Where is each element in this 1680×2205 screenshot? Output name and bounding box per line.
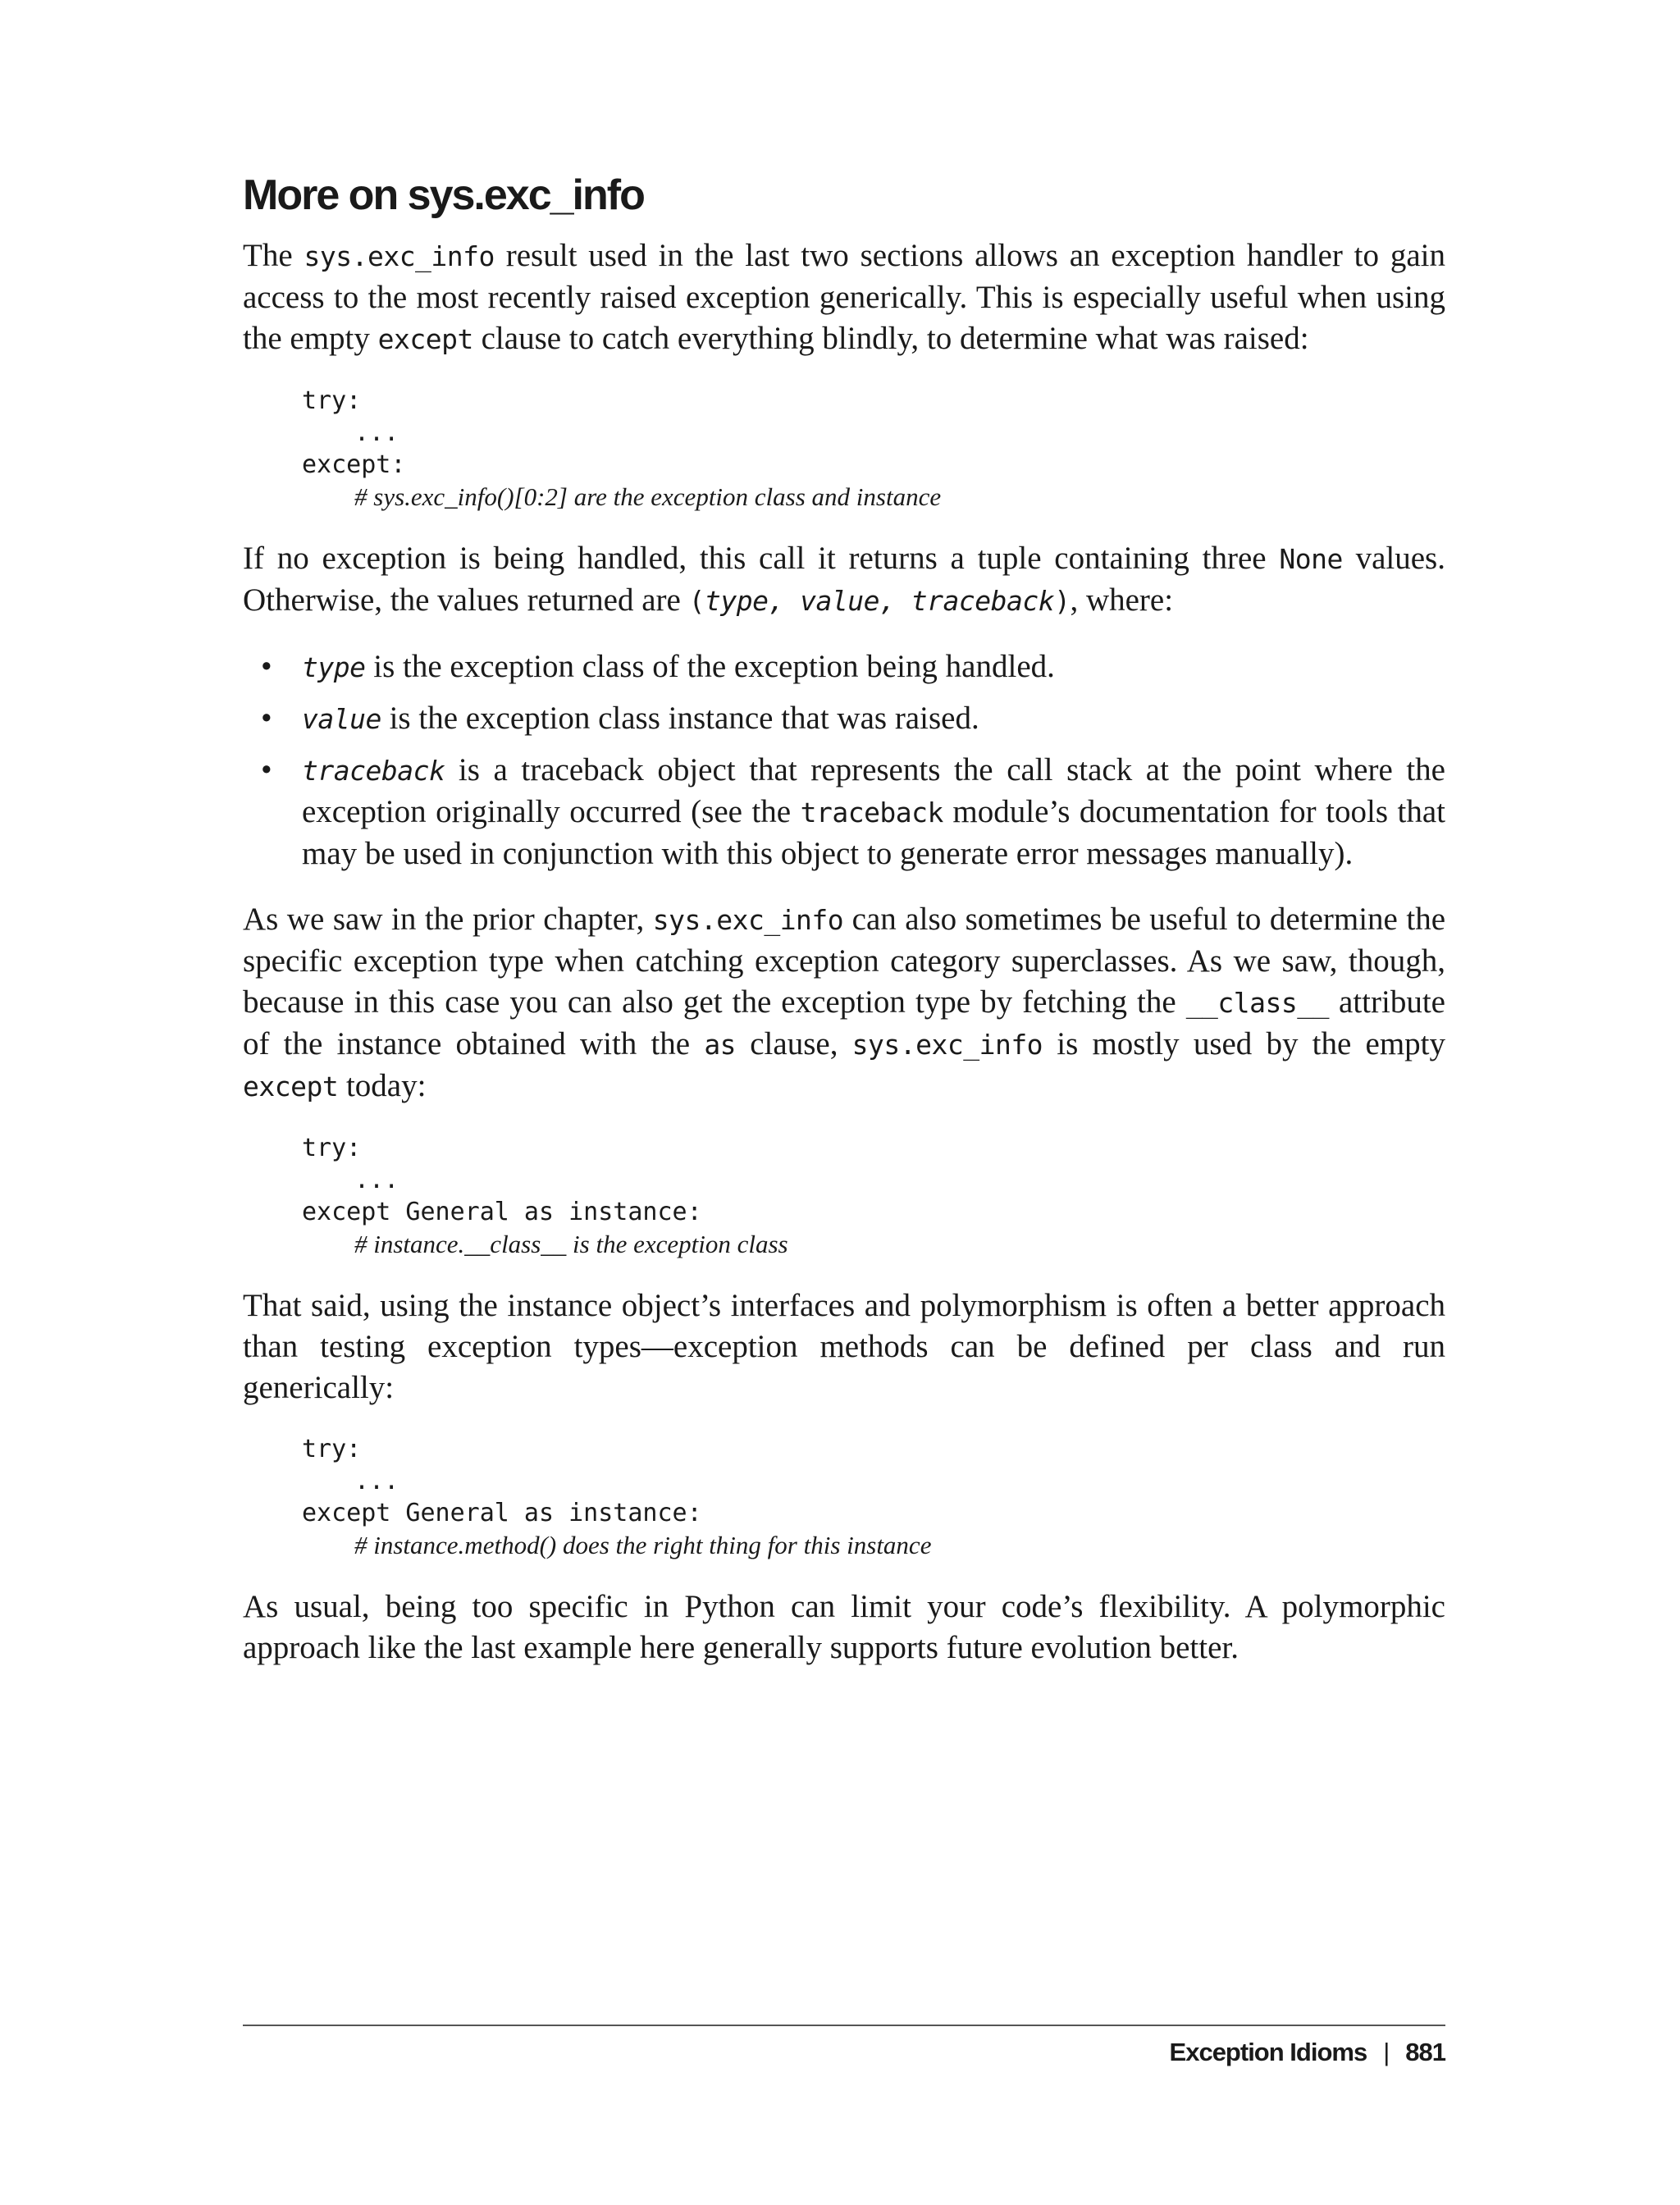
footer-section-title: Exception Idioms (1169, 2038, 1367, 2066)
text-run: The (243, 238, 304, 274)
inline-code: traceback (800, 797, 943, 829)
paragraph-intro (243, 235, 1445, 360)
paragraph-conclusion: As usual, being too specific in Python can limit your code’s flexibility. A polymorphic approach like the last example here generally supports future evolution better. (243, 1589, 1445, 1666)
text-run: is a traceback object that represents the call stack at the point where the exception originally occurred (see the (302, 752, 1445, 830)
list-item (243, 646, 1445, 688)
text-run: today: (338, 1068, 427, 1104)
code-line: ... (354, 1467, 399, 1496)
footer-divider (243, 2025, 1445, 2026)
inline-code: None (1279, 543, 1343, 576)
page-number: 881 (1405, 2038, 1445, 2066)
text-run: is mostly used by the empty (1043, 1026, 1445, 1062)
inline-code: sys.exc_info (652, 904, 844, 937)
text-run: result used in the last two sections allows an exception handler to gain access to the most recently raised exception generically. This is especially useful when using the empty (243, 238, 1445, 357)
bullet-icon: • (261, 701, 272, 737)
page-content (243, 172, 1445, 1693)
code-block-1 (302, 385, 1445, 514)
code-block-2 (302, 1132, 1445, 1261)
paragraph-return-values (243, 538, 1445, 622)
code-line: ... (354, 1166, 399, 1195)
inline-code: sys.exc_info (304, 240, 495, 273)
code-line: except: (302, 450, 406, 480)
code-comment: # instance.__class__ is the exception class (354, 1230, 788, 1259)
code-line: try: (302, 1435, 362, 1464)
text-run: If no exception is being handled, this call it returns a tuple containing three (243, 541, 1280, 577)
text-run: is the exception class instance that was raised. (381, 701, 979, 737)
inline-code: __class__ (1185, 987, 1329, 1020)
page-footer (243, 2038, 1445, 2067)
code-line: try: (302, 386, 362, 416)
inline-code: as (704, 1029, 737, 1061)
bullet-icon: • (261, 752, 272, 788)
footer-separator: | (1383, 2038, 1390, 2066)
code-line: try: (302, 1134, 362, 1163)
text-run: clause, (736, 1026, 852, 1062)
inline-code: ( (688, 585, 705, 618)
text-run: As we saw in the prior chapter, (243, 902, 653, 938)
bullet-list (243, 646, 1445, 874)
inline-code-italic: value (302, 703, 381, 736)
text-run: is the exception class of the exception being handled. (365, 649, 1055, 685)
text-run: clause to catch everything blindly, to determine what was raised: (472, 321, 1309, 357)
inline-code: except (377, 323, 473, 356)
code-comment: # instance.method() does the right thing for this instance (354, 1531, 932, 1560)
bullet-icon: • (261, 649, 272, 685)
inline-code-italic: type (302, 651, 366, 684)
list-item (243, 750, 1445, 874)
inline-code-italic: type, value, traceback (704, 585, 1055, 618)
section-heading: More on sys.exc_info (243, 171, 644, 219)
code-comment: # sys.exc_info()[0:2] are the exception class and instance (354, 482, 942, 512)
text-run: attribute of the instance obtained with the (243, 984, 1445, 1062)
text-run: can also sometimes be useful to determine the specific exception type when catching exception category superclasses. As we saw, though, because in this case you can also get the exception type by fetching the (243, 902, 1445, 1020)
text-run: values. Otherwise, the values returned are (243, 541, 1445, 619)
paragraph-polymorphism: That said, using the instance object’s interfaces and polymorphism is often a better approach than testing exception types—exception methods can be defined per class and run generically: (243, 1288, 1445, 1406)
inline-code: sys.exc_info (851, 1029, 1043, 1061)
inline-code: except (243, 1071, 339, 1103)
code-line: except General as instance: (302, 1198, 702, 1227)
code-block-3 (302, 1433, 1445, 1562)
text-run: module’s documentation for tools that may be used in conjunction with this object to generate error messages manually). (302, 794, 1445, 872)
code-line: ... (354, 418, 399, 448)
paragraph-superclasses (243, 899, 1445, 1107)
list-item (243, 698, 1445, 740)
text-run: , where: (1070, 582, 1174, 619)
code-line: except General as instance: (302, 1499, 702, 1528)
inline-code: ) (1054, 585, 1071, 618)
inline-code-italic: traceback (302, 755, 445, 788)
